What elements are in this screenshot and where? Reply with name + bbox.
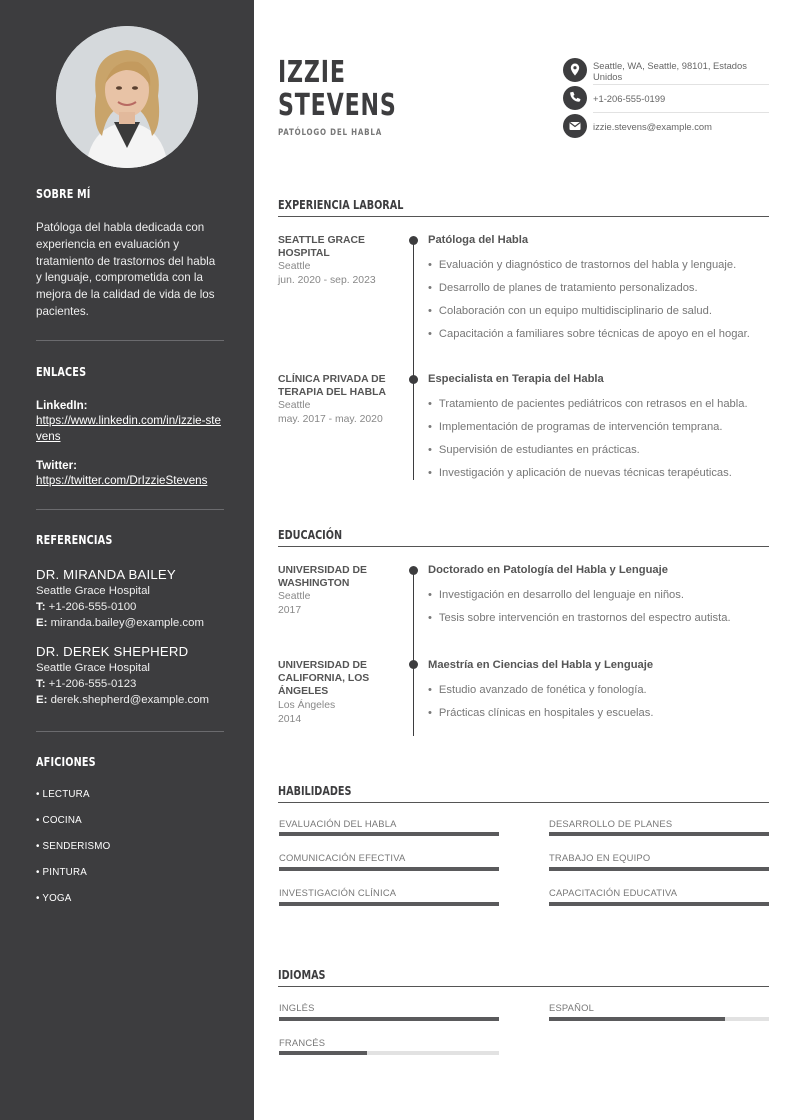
twitter-label: Twitter: — [36, 459, 78, 472]
employer-location: Seattle — [278, 400, 311, 411]
hobby-item: • YOGA — [36, 893, 72, 904]
hobbies-list — [36, 789, 224, 909]
list-item: • Evaluación y diagnóstico de trastornos del habla y lenguaje. — [428, 259, 736, 272]
envelope-icon — [563, 114, 587, 138]
skill-bar — [279, 867, 499, 871]
reference-name: DR. DEREK SHEPHERD — [36, 644, 189, 659]
reference-email-value: derek.shepherd@example.com — [50, 694, 210, 706]
language-bar-fill — [279, 1051, 367, 1055]
languages-title: IDIOMAS — [278, 967, 326, 982]
section-rule — [278, 986, 769, 987]
links-title: ENLACES — [36, 364, 87, 379]
list-item: • Tratamiento de pacientes pediátricos con retrasos en el habla. — [428, 398, 748, 411]
skill-label: TRABAJO EN EQUIPO — [549, 852, 651, 863]
address-text: Seattle, WA, Seattle, 98101, Estados Unidos — [593, 60, 747, 82]
degree-name: Doctorado en Patología del Habla y Lenguaje — [428, 564, 668, 576]
list-item: • Colaboración con un equipo multidisciplinario de salud. — [428, 305, 712, 318]
skill-label: INVESTIGACIÓN CLÍNICA — [279, 887, 397, 898]
about-body — [36, 220, 224, 321]
references-title: REFERENCIAS — [36, 532, 113, 547]
reference-phone-value: +1-206-555-0123 — [48, 678, 137, 690]
list-item: • Implementación de programas de intervención temprana. — [428, 421, 723, 434]
employer-location: Seattle — [278, 261, 311, 272]
skills-title: HABILIDADES — [278, 783, 352, 798]
hobby-item: • SENDERISMO — [36, 841, 111, 852]
about-section — [36, 186, 224, 201]
job-role: Especialista en Terapia del Habla — [428, 373, 604, 385]
graduation-year: 2014 — [278, 714, 302, 725]
list-item: • Tesis sobre intervención en trastornos del espectro autista. — [428, 612, 731, 625]
hobby-item: • LECTURA — [36, 789, 90, 800]
hobbies-section — [36, 754, 224, 769]
reference-email — [36, 692, 224, 708]
skill-bar — [279, 832, 499, 836]
school-name: UNIVERSIDAD DE CALIFORNIA, LOS ÁNGELES — [278, 660, 370, 697]
email-label: E: — [36, 617, 48, 629]
employment-dates: may. 2017 - may. 2020 — [278, 414, 383, 425]
hobbies-title: AFICIONES — [36, 754, 96, 769]
employer-name: CLÍNICA PRIVADA DE TERAPIA DEL HABLA — [278, 374, 386, 398]
list-item: • Capacitación a familiares sobre técnicas de apoyo en el hogar. — [428, 328, 750, 341]
reference-phone — [36, 599, 224, 615]
list-item: • Investigación y aplicación de nuevas técnicas terapéuticas. — [428, 467, 732, 480]
language-bar-fill — [549, 1017, 725, 1021]
phone-label: T: — [36, 601, 46, 613]
language-label: INGLÉS — [279, 1002, 315, 1013]
skill-label: COMUNICACIÓN EFECTIVA — [279, 852, 406, 863]
skill-bar-fill — [279, 867, 499, 871]
section-rule — [278, 802, 769, 803]
hobby-item: • COCINA — [36, 815, 82, 826]
timeline-dot — [409, 660, 418, 669]
employer-meta — [278, 399, 403, 427]
language-label: ESPAÑOL — [549, 1002, 594, 1013]
reference-phone-value: +1-206-555-0100 — [48, 601, 137, 613]
reference-item — [36, 643, 224, 708]
person-name — [278, 56, 397, 122]
skill-bar-fill — [279, 832, 499, 836]
reference-item — [36, 566, 224, 631]
skill-bar — [549, 902, 769, 906]
section-rule — [278, 216, 769, 217]
skill-bar-fill — [279, 902, 499, 906]
link-linkedin — [36, 398, 224, 444]
reference-name: DR. MIRANDA BAILEY — [36, 567, 176, 582]
skill-bar-fill — [549, 867, 769, 871]
employer-meta — [278, 260, 403, 288]
phone-text: +1-206-555-0199 — [593, 93, 666, 104]
contact-divider — [593, 112, 769, 113]
list-item: • Desarrollo de planes de tratamiento personalizados. — [428, 282, 698, 295]
phone-icon — [563, 86, 587, 110]
reference-email — [36, 615, 224, 631]
skill-bar — [279, 902, 499, 906]
list-item: • Prácticas clínicas en hospitales y escuelas. — [428, 707, 653, 720]
skill-label: EVALUACIÓN DEL HABLA — [279, 818, 397, 829]
sidebar-divider — [36, 340, 224, 341]
list-item: • Estudio avanzado de fonética y fonología. — [428, 684, 647, 697]
list-item: • Supervisión de estudiantes en prácticas. — [428, 444, 640, 457]
linkedin-link[interactable]: https://www.linkedin.com/in/izzie-stevens — [36, 414, 221, 443]
skill-label: CAPACITACIÓN EDUCATIVA — [549, 887, 678, 898]
about-text: Patóloga del habla dedicada con experiencia en evaluación y tratamiento de trastornos del habla y lenguaje, comprometida con la mejora de la calidad de vida de los pacientes. — [36, 221, 216, 318]
reference-email-value: miranda.bailey@example.com — [50, 617, 204, 629]
sidebar — [0, 0, 254, 1120]
reference-phone — [36, 676, 224, 692]
contact-divider — [593, 84, 769, 85]
about-title: SOBRE MÍ — [36, 186, 91, 201]
timeline-line — [413, 570, 414, 736]
skill-bar — [549, 867, 769, 871]
references-section — [36, 532, 224, 547]
language-bar-fill — [279, 1017, 499, 1021]
school-meta — [278, 699, 403, 727]
twitter-link[interactable]: https://twitter.com/DrIzzieStevens — [36, 474, 208, 487]
profile-photo — [56, 26, 198, 168]
links-section — [36, 364, 224, 379]
language-bar — [279, 1051, 499, 1055]
timeline-line — [413, 240, 414, 480]
job-role: Patóloga del Habla — [428, 234, 529, 246]
school-location: Los Ángeles — [278, 700, 336, 711]
sidebar-divider — [36, 509, 224, 510]
experience-title: EXPERIENCIA LABORAL — [278, 197, 404, 212]
skill-bar — [549, 832, 769, 836]
school-meta — [278, 590, 403, 618]
email-text: izzie.stevens@example.com — [593, 121, 712, 132]
employer-name: SEATTLE GRACE HOSPITAL — [278, 235, 365, 259]
linkedin-label: LinkedIn: — [36, 399, 88, 412]
employment-dates: jun. 2020 - sep. 2023 — [278, 275, 376, 286]
link-twitter — [36, 458, 224, 489]
language-bar — [279, 1017, 499, 1021]
skill-bar-fill — [549, 902, 769, 906]
education-title: EDUCACIÓN — [278, 527, 343, 542]
last-name: STEVENS — [278, 88, 397, 123]
skill-label: DESARROLLO DE PLANES — [549, 818, 673, 829]
email-label: E: — [36, 694, 48, 706]
reference-org: Seattle Grace Hospital — [36, 662, 150, 674]
job-title: PATÓLOGO DEL HABLA — [278, 128, 383, 138]
location-pin-icon — [563, 58, 587, 82]
graduation-year: 2017 — [278, 605, 302, 616]
language-label: FRANCÉS — [279, 1037, 326, 1048]
degree-name: Maestría en Ciencias del Habla y Lenguaje — [428, 659, 654, 671]
reference-org: Seattle Grace Hospital — [36, 585, 150, 597]
timeline-dot — [409, 566, 418, 575]
sidebar-divider — [36, 731, 224, 732]
skill-bar-fill — [549, 832, 769, 836]
avatar — [56, 26, 198, 168]
school-location: Seattle — [278, 591, 311, 602]
phone-label: T: — [36, 678, 46, 690]
timeline-dot — [409, 236, 418, 245]
language-bar — [549, 1017, 769, 1021]
timeline-dot — [409, 375, 418, 384]
list-item: • Investigación en desarrollo del lenguaje en niños. — [428, 589, 684, 602]
school-name: UNIVERSIDAD DE WASHINGTON — [278, 565, 367, 589]
section-rule — [278, 546, 769, 547]
hobby-item: • PINTURA — [36, 867, 87, 878]
first-name: IZZIE — [278, 55, 346, 90]
